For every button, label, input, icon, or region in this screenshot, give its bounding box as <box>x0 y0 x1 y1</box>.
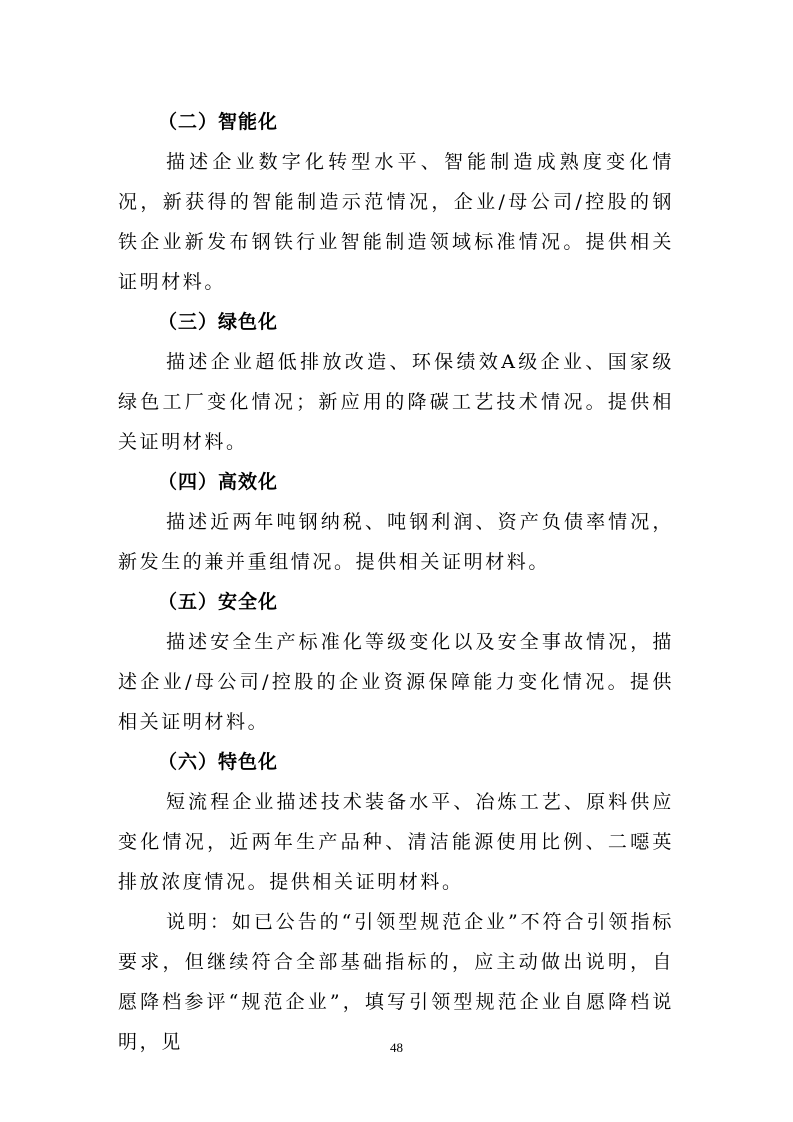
section-body-efficient: 描述近两年吨钢纳税、吨钢利润、资产负债率情况，新发生的兼并重组情况。提供相关证明材料。 <box>118 511 674 573</box>
section-heading-efficient: （四）高效化 <box>158 471 279 493</box>
section-body-safety: 描述安全生产标准化等级变化以及安全事故情况，描述企业/母公司/控股的企业资源保障能力变化情况。提供相关证明材料。 <box>118 631 674 733</box>
section-heading-green: （三）绿色化 <box>158 311 279 333</box>
section-body-green: 描述企业超低排放改造、环保绩效A级企业、国家级绿色工厂变化情况；新应用的降碳工艺技术情况。提供相关证明材料。 <box>118 351 674 453</box>
section-body-intelligent: 描述企业数字化转型水平、智能制造成熟度变化情况，新获得的智能制造示范情况，企业/母公司/控股的钢铁企业新发布钢铁行业智能制造领域标准情况。提供相关证明材料。 <box>118 151 674 293</box>
section-heading-intelligent: （二）智能化 <box>158 111 279 133</box>
page-content <box>118 102 674 1062</box>
section-heading-characteristic: （六）特色化 <box>158 751 279 773</box>
page-number: 48 <box>390 1040 403 1055</box>
section-body-characteristic: 短流程企业描述技术装备水平、冶炼工艺、原料供应变化情况，近两年生产品种、清洁能源使用比例、二噁英排放浓度情况。提供相关证明材料。 <box>118 791 674 893</box>
note-paragraph: 说明：如已公告的“引领型规范企业”不符合引领指标要求，但继续符合全部基础指标的，应主动做出说明，自愿降档参评“规范企业”，填写引领型规范企业自愿降档说明，见 <box>118 911 674 1053</box>
section-heading-safety: （五）安全化 <box>158 591 279 613</box>
